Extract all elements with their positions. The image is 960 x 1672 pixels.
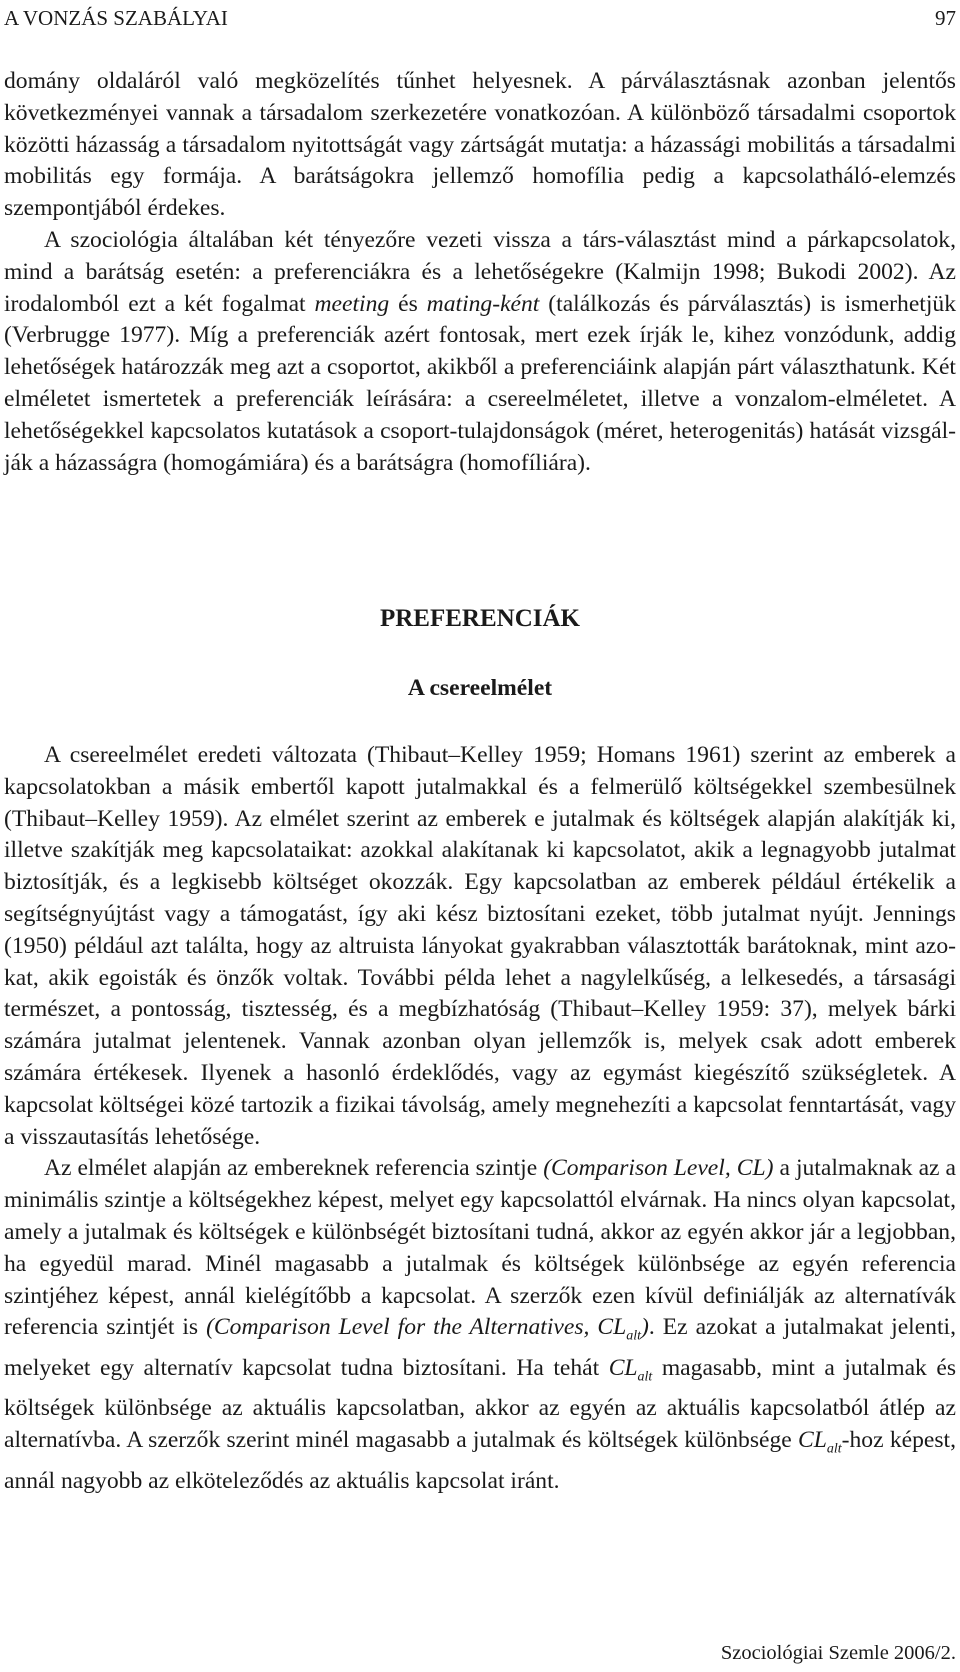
paragraph: domány oldaláról való megközelítés tűnhet helyesnek. A párválasztásnak azonban jelentős következményei vannak a társadalom szerkezetére vonatkozóan. A különböző társadalmi csoportok közötti házasság a társadalom nyitottságát vagy zártságát mutatja: a házassági mobilitás a társadalmi mobilitás egy formája. A barátságokra jellemző homofília pedig a kapcsolatháló-elemzés szempontjából érdekes. — [4, 68, 956, 222]
running-head-title: A VONZÁS SZABÁLYAI — [4, 6, 228, 30]
body-text-bottom — [4, 740, 956, 1497]
section-title: PREFERENCIÁK — [379, 605, 580, 632]
paragraph: A csereelmélet eredeti változata (Thibaut–Kelley 1959; Homans 1961) szerint az emberek a kapcsolatokban a másik embertől kapott jutalmakkal és a felmerülő költségekkel szembesülnek (Thibaut–Kelley 1959). Az elmélet szerint az emberek e jutalmak és költségek alapján alakítják ki, illetve szakítják meg kapcsolataikat: azokkal alakítanak ki kapcsolatot, akik a legnagyobb jutalmat biztosítják, és a legkisebb költséget okozzák. Egy kapcsolatban az emberek például értékelik a segítségnyújtást vagy a támogatást, így aki kész biztosítani ezeket, több jutalmat nyújt. Jennings (1950) például azt találta, hogy az altruista lányokat gyakrabban választották barátoknak, mint azokat, akik egoisták és önzők voltak. További példa lehet a nagylelkűség, a lelkesedés, a társasági természet, a pontosság, tisztesség, és a megbízhatóság (Thibaut–Kelley 1959: 37), melyek bárki számára jutalmat jelentenek. Vannak azonban olyan jellemzők is, melyek csak adott emberek számára értékesek. Ilyenek a hasonló érdeklődés, vagy az egymást kiegészítő szükségletek. A kapcsolat költségei közé tartozik a fizikai távolság, amely megnehezíti a kapcsolat fenntartását, vagy a visszautasítás lehetősége. — [4, 742, 956, 1150]
paragraph: Az elmélet alapján az embereknek referencia szintje (Comparison Level, CL) a jutalmaknak az a minimális szintje a költségekhez képest, melyet egy kapcsolattól elvárnak. Ha nincs olyan kapcsolat, amely a jutalmak és költségek e különbségét biztosítani tudná, akkor az egyén akkor jár a legjobban, ha egyedül marad. Minél magasabb a jutalmak és költségek különbsége az egyén referencia szintjéhez képest, annál kielégítőbb a kapcsolat. A szerzők ezen kívül definiálják az alternatívák referencia szintjét is (Comparison Level for the Alternatives, $CL_{alt}$). Ez azokat a jutalmakat jelenti, melyeket egy alternatív kapcsolat tudna biztosítani. Ha tehát $CL_{alt}$ magasabb, mint a jutalmak és költségek különbsége az aktuális kapcsolatban, akkor az egyén az aktuális kapcsolatból átlép az alternatívba. A szerzők szerint minél magasabb a jutalmak és költségek különbsége $CL_{alt}$-hoz képest, annál nagyobb az elköteleződés az aktuális kapcsolat iránt. — [4, 1155, 957, 1494]
body-text-top — [4, 66, 956, 479]
footer-journal: Szociológiai Szemle 2006/2. — [720, 1642, 956, 1664]
running-head — [0, 4, 960, 32]
page-number: 97 — [935, 6, 956, 30]
paragraph: A szociológia általában két tényezőre vezeti vissza a társ-választást mind a párkapcsolatok, mind a barátság esetén: a preferenciákra és a lehetőségekre (Kalmijn 1998; Bukodi 2002). Az irodalomból ezt a két fogalmat meeting és mating-ként (találkozás és párválasztás) is ismerhetjük (Verbrugge 1977). Míg a preferenciák azért fontosak, mert ezek írják le, kihez vonzódunk, addig lehetőségek határozzák meg azt a csoportot, akikből a preferenciáink alapján párt választhatunk. Két elméletet ismertetek a preferenciák leírására: a csereelméletet, illetve a vonzalom-elméletet. A lehetőségekkel kapcsolatos kutatások a csoport-tulajdonságok (méret, heterogenitás) hatását vizsgálják a házasságra (homogámiára) és a barátságra (homofíliára). — [4, 226, 957, 476]
subsection-title: A csereelmélet — [407, 675, 553, 701]
